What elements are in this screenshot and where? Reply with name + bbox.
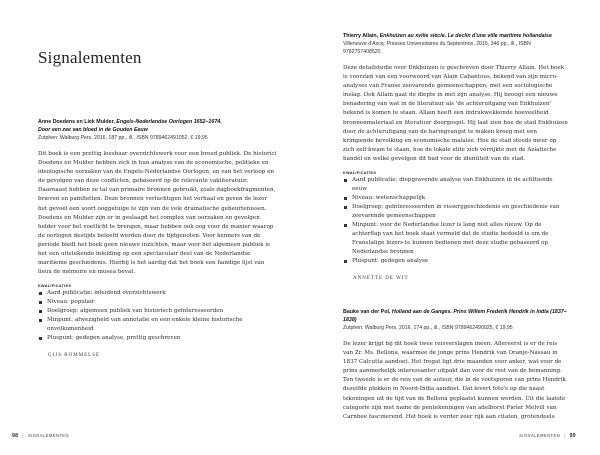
review-van-der-pol bbox=[343, 308, 568, 422]
review-allain bbox=[343, 32, 568, 281]
review-body bbox=[343, 64, 568, 164]
right-page bbox=[300, 0, 600, 455]
kwalificaties-label: KWALIFICATIES bbox=[38, 284, 72, 289]
kwalificaties-list bbox=[38, 289, 278, 343]
review-heading bbox=[38, 118, 278, 134]
review-book-title: Engels-Nederlandse Oorlogen 1652–1674. bbox=[116, 119, 222, 125]
page-number: 98 bbox=[12, 433, 19, 439]
kwalificatie-item: Minpunt: afwezigheid van annotatie en een enkele kleine historische onvolkomenheid bbox=[38, 316, 278, 334]
publication-info: Zutphen: Walburg Pers, 2016, 174 pp., ill., ISBN 9789462490925, € 19,95 bbox=[343, 325, 513, 331]
review-text: Dit boek is een prettig leesbaar overzichtswerk voor een breed publiek. De historici Doedens en Mulder hebben zich in hun analyse van de economische, politieke en ideologische oorzaken van de Engels-Nederlandse Oorlogen, en van het verloop en de gevolgen van deze conflicten, gebaseerd op de relevante vakliteratuur. Daarnaast hebben ze tal van primaire bronnen gebruikt, zoals dagboekfragmenten, brieven en pamfletten. Deze bronnen verluchtigen het verhaal en geven de lezer het gevoel een soort ooggetuige te zijn van de vele dramatische gebeurtenissen. Doedens en Mulder zijn er in geslaagd het complex van oorzaken en gevolgen helder voor het voetlicht te brengen, maar hebben ook oog voor de manier waarop de oorlogen destijds beleefd werden door de tijdgenoten. Voor kenners van de periode biedt het boek geen nieuwe inzichten, maar voor het algemeen publiek is het een uitstekende inleiding op een spectaculair deel van de Nederlandse maritieme geschiedenis. Hierbij is het aardig dat het boek een handige lijst van lieux de mémoire en musea bevat. bbox=[38, 151, 277, 276]
publication-info: Villeneuve d'Ascq: Presses Universitaires du Septentrion, 2015, 346 pp., ill., ISBN 9782757408520 bbox=[343, 41, 531, 55]
page-number: 99 bbox=[569, 433, 576, 439]
kwalificatie-item: Doelgroep: algemeen publiek van historisch geïnteresseerden bbox=[38, 307, 278, 316]
kwalificatie-item: Pluspunt: gedegen analyse bbox=[343, 257, 568, 266]
review-body bbox=[343, 340, 568, 422]
page-footer bbox=[12, 433, 69, 439]
review-book-title: Enkhuizen au xviiie siècle. Le declin d'une ville maritime hollandaise bbox=[379, 33, 552, 39]
kwalificaties-list bbox=[343, 176, 568, 266]
page-footer bbox=[519, 433, 576, 439]
review-text: Deze detailstudie over Enkhuizen is geschreven door Thierry Allain. Het boek is voorzien van een voorwoord van Alain Cabantous, bekend van zijn micro-analyses van Franse zeevarende gemeenschappen, met een sociologische inslag. Ook Allain gaat de diepte in met zijn analyse. Hij beoogt een nieuwe benadering van wat in de literatuur als 'de achteruitgang van Enkhuizen' bekend is komen te staan. Allain heeft een indrukwekkende hoeveelheid bronnenmateriaal en literatuur doorgespit. Hij laat zien hoe de stad Enkhuizen door de achteruitgang van de haringvangst te maken kreeg met een krimpende bevolking en economische malaise. Hoe de stad steeds meer op zich zelf kwam te staan, hoe de lokale elite zich verrijkte met de Aziatische handel en welke gevolgen dit had voor de identiteit van de stad. bbox=[343, 65, 568, 162]
kwalificatie-item: Aard publicatie: diepgravende analyse van Enkhuizen in de achttiende eeuw bbox=[343, 176, 568, 194]
footer-section: SIGNALEMENTEN bbox=[519, 433, 561, 438]
page-title: Signalementen bbox=[38, 48, 142, 67]
reviewer-name: ANNETTE DE WIT bbox=[353, 276, 409, 282]
kwalificatie-item: Niveau: populair bbox=[38, 298, 278, 307]
footer-section: SIGNALEMENTEN bbox=[27, 433, 69, 438]
kwalificatie-item: Aard publicatie: inleidend overzichtswerk bbox=[38, 289, 278, 298]
publication-info: Zutphen: Walburg Pers, 2016, 187 pp., ill., ISBN 9789462491052, € 19,95 bbox=[38, 135, 208, 141]
kwalificatie-item: Pluspunt: gedegen analyse, prettig geschreven bbox=[38, 334, 278, 343]
kwalificatie-item: Niveau: wetenschappelijk bbox=[343, 194, 568, 203]
review-book-title: Holland aan de Ganges. Prins Willem Frederik Hendrik in India (1837–1838) bbox=[343, 309, 567, 323]
footer-separator: | bbox=[564, 433, 566, 438]
reviewer-name: GIJS ROMMELSE bbox=[48, 353, 101, 359]
kwalificaties-label: KWALIFICATIES bbox=[343, 171, 377, 176]
review-body bbox=[38, 150, 278, 277]
review-authors: Bauke van der Pol, bbox=[343, 309, 392, 315]
review-heading bbox=[343, 32, 568, 40]
review-doedens-mulder bbox=[38, 118, 278, 358]
kwalificatie-item: Doelgroep: geïnteresseerden in visserijgeschiedenis en geschiedenis van zeevarende gemeenschappen bbox=[343, 203, 568, 221]
review-authors: Thierry Allain, bbox=[343, 33, 380, 39]
review-text: De lezer krijgt bij dit boek twee reisverslagen ineen. Allereerst is er de reis van Zr. Ms. Bellona, waarmee de jonge prins Hendrik van Oranje-Nassau in 1837 Calcutta aandoet. Het fregat ligt drie maanden voor anker, wat voor de prins aanmerkelijk interessanter uitpakt dan voor de rest van de bemanning. Ten tweede is er de reis van de auteur, die in de voetsporen van prins Hendrik dezelfde plekken in Noord-India aandoet. Dat levert foto's op die naast tekeningen uit de tijd van de Bellona geplaatst kunnen worden. Uit die laatste categorie zijn met name de pentekeningen van adelborst Pieter Melvill van Carnbee fascinerend. Het boek is verder zeer rijk aan citaten, grotendeels bbox=[343, 341, 566, 420]
review-heading bbox=[343, 308, 568, 324]
kwalificatie-item: Minpunt: voor de Nederlandse lezer is lang niet alles nieuw. Op de achterflap van het boek staat vermeld dat de studie bedoeld is om de Franstalige lezers te kunnen bedienen met deze studie gebaseerd op Nederlandse bronnen bbox=[343, 221, 568, 257]
review-authors: Anne Doedens en Liek Mulder, bbox=[38, 119, 117, 125]
review-subtitle: Door een zee van bloed in de Gouden Eeuw bbox=[38, 127, 148, 133]
footer-separator: | bbox=[22, 433, 24, 438]
